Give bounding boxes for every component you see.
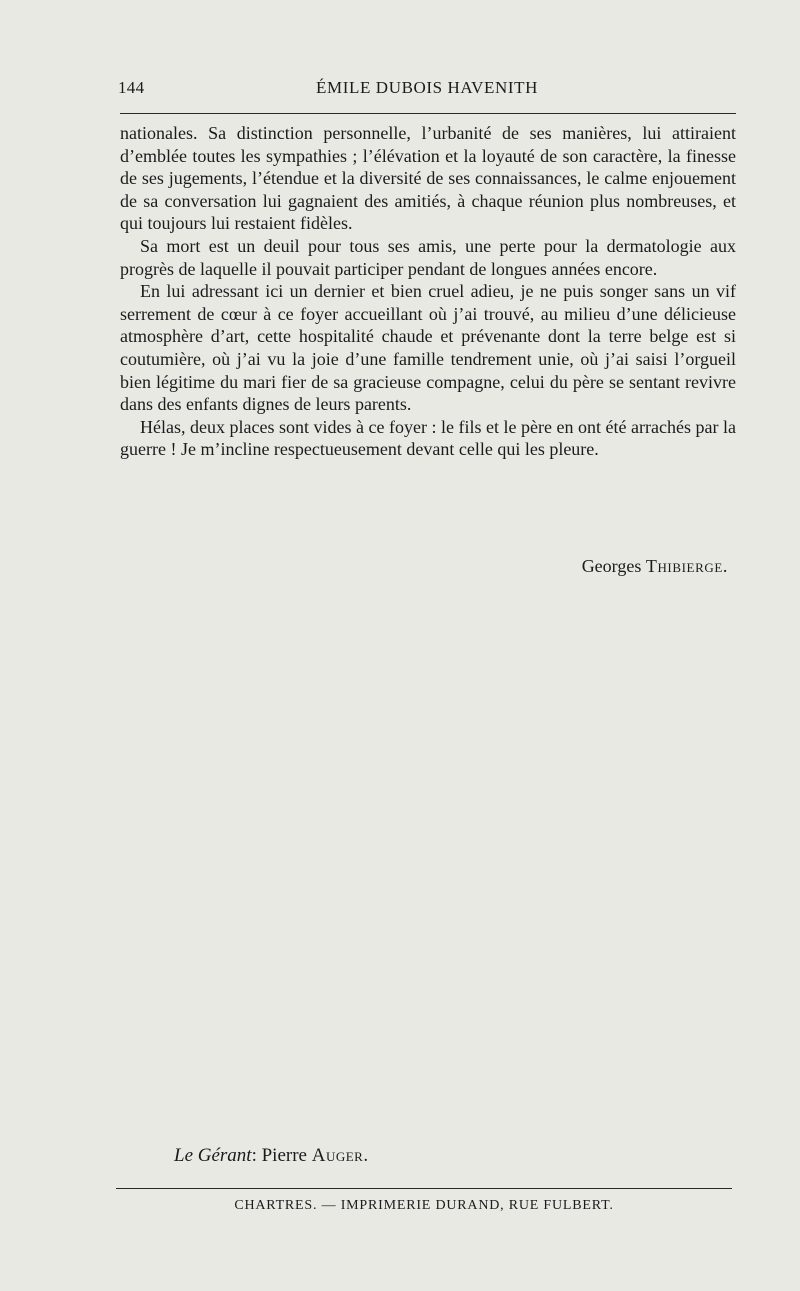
gerant-first-name: Pierre	[261, 1145, 307, 1166]
header-rule	[120, 113, 736, 114]
gerant-label: Le Gérant	[174, 1145, 252, 1166]
paragraph-2: Sa mort est un deuil pour tous ses amis, une perte pour la dermatologie aux progrès de laquelle il pouvait participer pendant de longues années encore.	[120, 235, 736, 279]
paragraph-3: En lui adressant ici un dernier et bien cruel adieu, je ne puis songer sans un vif serrement de cœur à ce foyer accueillant où j’ai trouvé, au milieu d’une délicieuse atmosphère d’art, cette hospitalité chaude et prévenante dont la terre belge est si coutumière, où j’ai vu la joie d’une famille tendrement unie, où j’ai saisi l’orgueil bien légitime du mari fier de sa gracieuse compagne, celui du père se sentant revivre dans des enfants dignes de leurs parents.	[120, 281, 736, 415]
body-text	[120, 122, 736, 461]
gerant-surname: Auger.	[311, 1145, 369, 1166]
signature	[120, 556, 728, 577]
signature-surname: Thibierge.	[645, 556, 728, 576]
paragraph-4: Hélas, deux places sont vides à ce foyer : le fils et le père en ont été arrachés par la guerre ! Je m’incline respectueusement devant celle qui les pleure.	[120, 416, 736, 460]
running-head	[118, 78, 736, 102]
signature-first-name: Georges	[581, 556, 642, 576]
gerant-line	[174, 1145, 369, 1167]
printer-imprint: CHARTRES. — IMPRIMERIE DURAND, RUE FULBERT.	[234, 1198, 614, 1213]
gerant-separator: :	[251, 1145, 257, 1166]
paragraph-1: nationales. Sa distinction personnelle, l’urbanité de ses manières, lui attiraient d’emblée toutes les sympathies ; l’élévation et la loyauté de son caractère, la finesse de ses jugements, l’étendue et la diversité de ses connaissances, le calme enjouement de sa conversation lui gagnaient des amitiés, à chaque réunion plus nombreuses, et qui toujours lui restaient fidèles.	[120, 123, 736, 234]
page-number: 144	[118, 78, 145, 97]
imprint-rule	[116, 1188, 732, 1189]
running-title: ÉMILE DUBOIS HAVENITH	[316, 78, 538, 97]
